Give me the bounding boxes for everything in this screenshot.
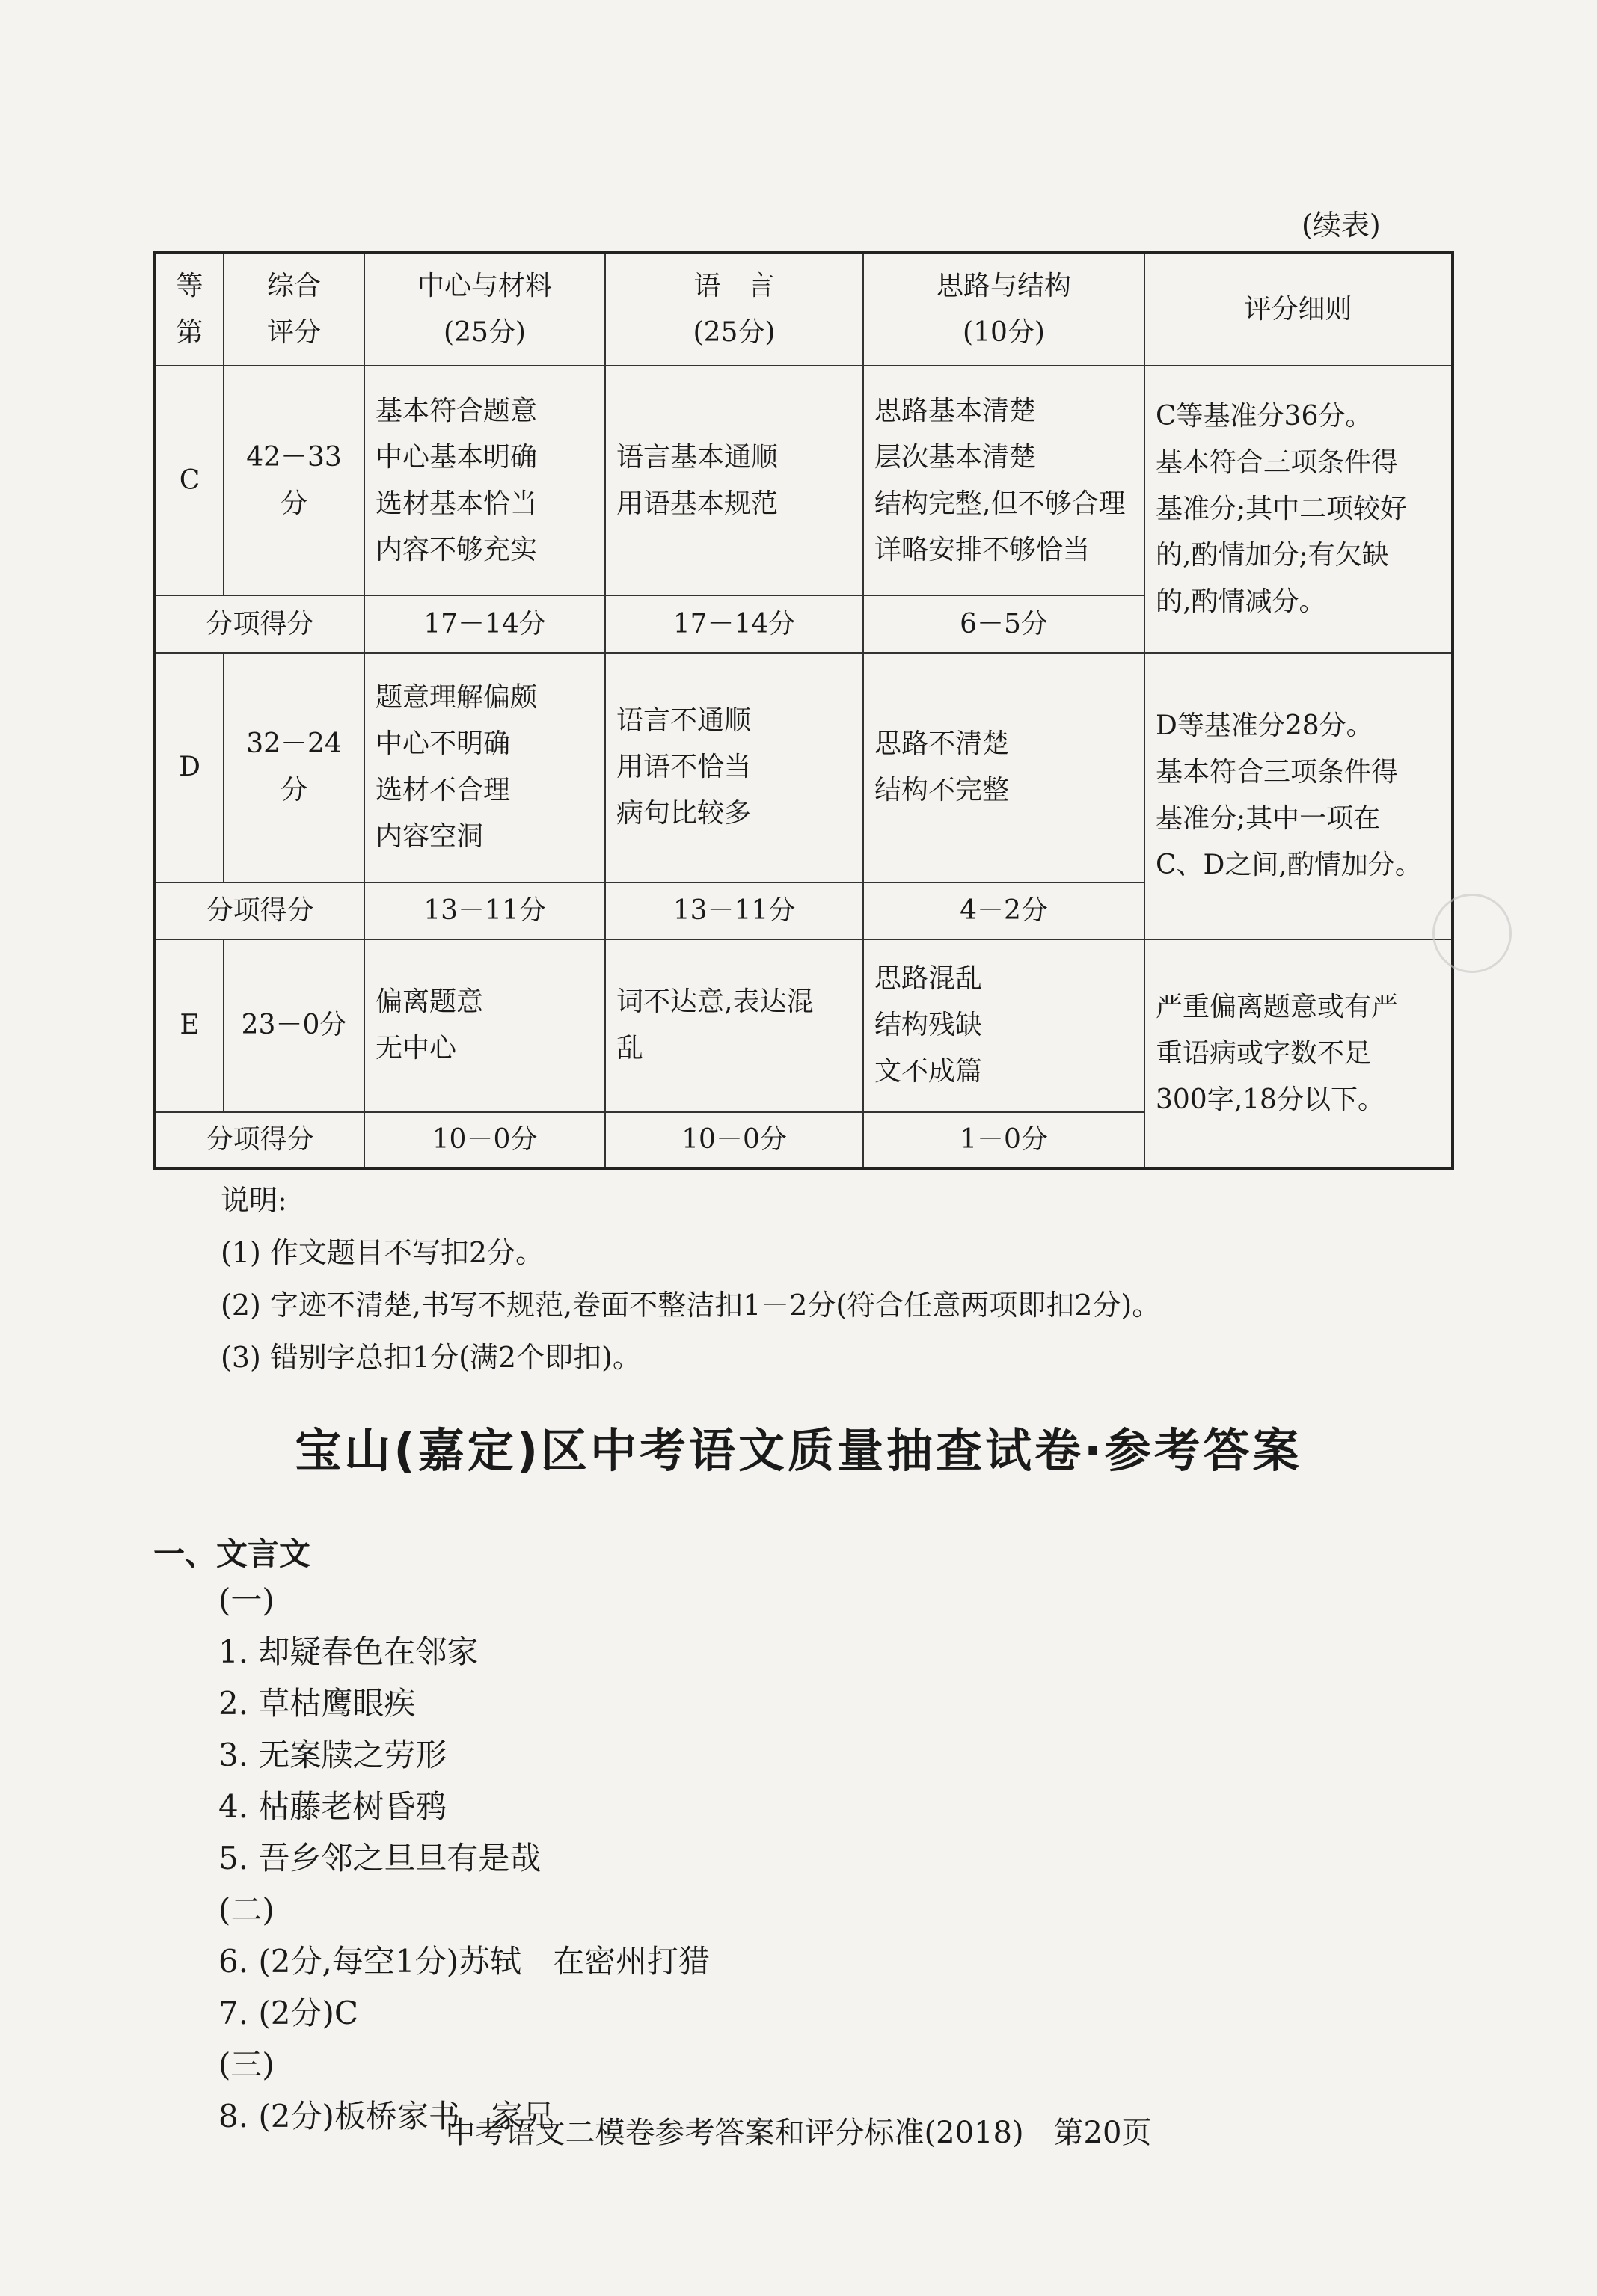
content-cell: 题意理解偏颇 中心不明确 选材不合理 内容空洞 bbox=[364, 653, 605, 883]
subscore-language: 17－14分 bbox=[605, 595, 863, 652]
answer-line: (二) bbox=[218, 1891, 275, 1928]
subscore-content: 13－11分 bbox=[364, 883, 605, 939]
header-grade: 等第 bbox=[155, 252, 224, 366]
rules-cell: 严重偏离题意或有严 重语病或字数不足 300字,18分以下。 bbox=[1144, 939, 1453, 1169]
language-cell: 语言基本通顺 用语基本规范 bbox=[605, 366, 863, 595]
subscore-content: 10－0分 bbox=[364, 1112, 605, 1169]
language-cell: 语言不通顺 用语不恰当 病句比较多 bbox=[605, 653, 863, 883]
range-cell: 23－0分 bbox=[224, 939, 364, 1112]
table-row bbox=[155, 653, 1453, 883]
header-language: 语 言 (25分) bbox=[605, 252, 863, 366]
answer-line: 5. 吾乡邻之旦旦有是哉 bbox=[218, 1840, 542, 1876]
structure-cell: 思路混乱 结构残缺 文不成篇 bbox=[863, 939, 1144, 1112]
range-cell: 32－24分 bbox=[224, 653, 364, 883]
note-item: (2) 字迹不清楚,书写不规范,卷面不整洁扣1－2分(符合任意两项即扣2分)。 bbox=[221, 1289, 1161, 1322]
section-heading: 一、文言文 bbox=[153, 1535, 311, 1572]
rules-cell: D等基准分28分。 基本符合三项条件得 基准分;其中一项在 C、D之间,酌情加分。 bbox=[1144, 653, 1453, 939]
subscore-structure: 4－2分 bbox=[863, 883, 1144, 939]
subscore-label: 分项得分 bbox=[155, 595, 364, 652]
table-row bbox=[155, 939, 1453, 1112]
notes-heading: 说明: bbox=[221, 1184, 287, 1217]
header-content: 中心与材料 (25分) bbox=[364, 252, 605, 366]
note-item: (1) 作文题目不写扣2分。 bbox=[221, 1236, 545, 1269]
answer-line: 3. 无案牍之劳形 bbox=[218, 1737, 447, 1773]
header-structure: 思路与结构 (10分) bbox=[863, 252, 1144, 366]
header-rules: 评分细则 bbox=[1144, 252, 1453, 366]
subscore-structure: 6－5分 bbox=[863, 595, 1144, 652]
grade-cell: E bbox=[155, 939, 224, 1112]
answer-line: 7. (2分)C bbox=[218, 1995, 359, 2031]
range-cell: 42－33分 bbox=[224, 366, 364, 595]
content-cell: 偏离题意 无中心 bbox=[364, 939, 605, 1112]
grade-cell: D bbox=[155, 653, 224, 883]
scoring-table bbox=[153, 251, 1454, 1170]
rules-cell: C等基准分36分。 基本符合三项条件得 基准分;其中二项较好 的,酌情加分;有欠缺 的,酌情减分。 bbox=[1144, 366, 1453, 652]
notes-block bbox=[221, 1174, 1160, 1384]
table-header-row bbox=[155, 252, 1453, 366]
continued-label: (续表) bbox=[1302, 209, 1381, 242]
answer-list bbox=[218, 1574, 710, 2142]
answer-line: 2. 草枯鹰眼疾 bbox=[218, 1685, 416, 1722]
answer-line: (三) bbox=[218, 2046, 275, 2083]
subscore-language: 13－11分 bbox=[605, 883, 863, 939]
table-row bbox=[155, 366, 1453, 595]
subscore-content: 17－14分 bbox=[364, 595, 605, 652]
page-footer: 中考语文二模卷参考答案和评分标准(2018) 第20页 bbox=[445, 2116, 1152, 2150]
subscore-language: 10－0分 bbox=[605, 1112, 863, 1169]
structure-cell: 思路不清楚 结构不完整 bbox=[863, 653, 1144, 883]
header-overall: 综合 评分 bbox=[224, 252, 364, 366]
answer-line: 8. (2分)板桥家书 家兄 bbox=[218, 2098, 554, 2134]
subscore-label: 分项得分 bbox=[155, 1112, 364, 1169]
note-item: (3) 错别字总扣1分(满2个即扣)。 bbox=[221, 1341, 641, 1374]
grade-cell: C bbox=[155, 366, 224, 595]
answer-line: 1. 却疑春色在邻家 bbox=[218, 1633, 479, 1670]
subscore-structure: 1－0分 bbox=[863, 1112, 1144, 1169]
subscore-label: 分项得分 bbox=[155, 883, 364, 939]
answer-line: 4. 枯藤老树昏鸦 bbox=[218, 1788, 447, 1825]
content-cell: 基本符合题意 中心基本明确 选材基本恰当 内容不够充实 bbox=[364, 366, 605, 595]
structure-cell: 思路基本清楚 层次基本清楚 结构完整,但不够合理 详略安排不够恰当 bbox=[863, 366, 1144, 595]
faint-stamp-mark bbox=[1432, 894, 1512, 973]
language-cell: 词不达意,表达混 乱 bbox=[605, 939, 863, 1112]
section-title: 宝山(嘉定)区中考语文质量抽查试卷·参考答案 bbox=[295, 1423, 1302, 1478]
answer-line: (一) bbox=[218, 1582, 275, 1618]
answer-line: 6. (2分,每空1分)苏轼 在密州打猎 bbox=[218, 1943, 710, 1980]
